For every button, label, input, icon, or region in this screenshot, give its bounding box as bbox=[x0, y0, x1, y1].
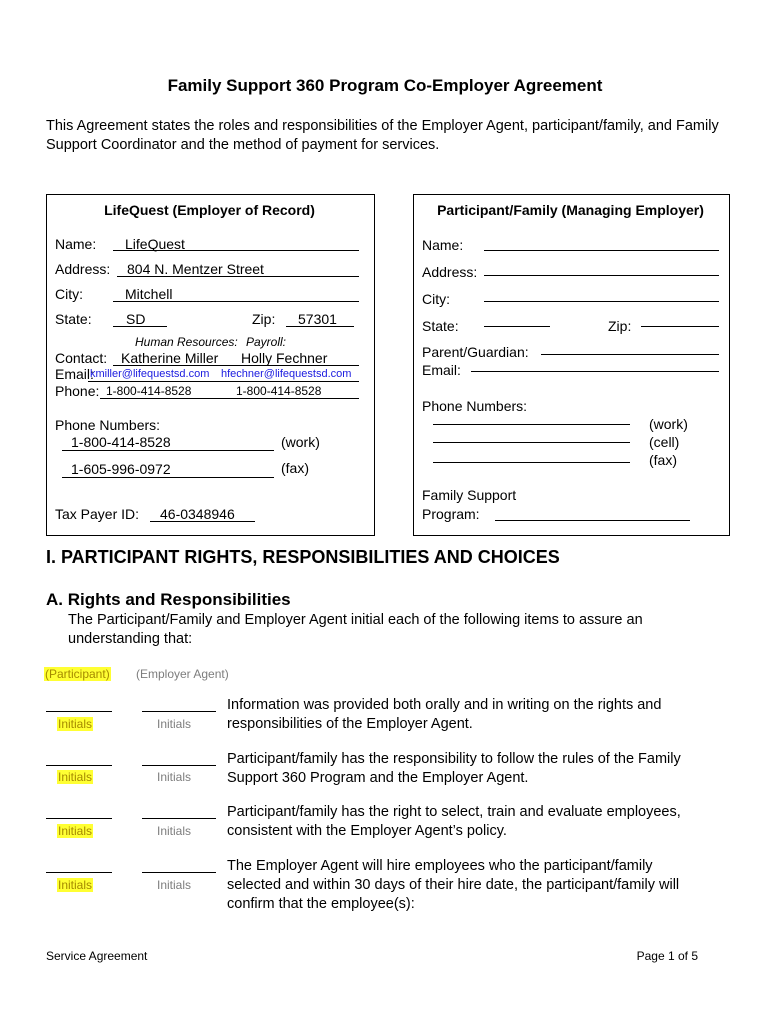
taxpayer-value: 46-0348946 bbox=[160, 506, 235, 522]
item3-text: Participant/family has the right to select, train and evaluate employees, consistent with the Employer Agent’s policy. bbox=[227, 804, 681, 839]
employer-state-label: State: bbox=[55, 311, 92, 327]
participant-column-label: (Participant) bbox=[45, 667, 110, 681]
email-line bbox=[88, 381, 359, 382]
contact-payroll-value: Holly Fechner bbox=[241, 350, 328, 366]
participant-city-label: City: bbox=[422, 291, 450, 307]
guardian-line[interactable] bbox=[541, 354, 719, 355]
phone-label: Phone: bbox=[55, 383, 100, 399]
program-line[interactable] bbox=[495, 520, 690, 521]
participant-phone-work-line[interactable] bbox=[433, 424, 630, 425]
contact-hr-value: Katherine Miller bbox=[121, 350, 219, 366]
item2-text: Participant/family has the responsibility to follow the rules of the Family Support 360 Program and the Employer Agent. bbox=[227, 751, 681, 786]
item4-participant-initials: Initials bbox=[58, 878, 93, 892]
email-hr-value[interactable]: kmiller@lifequestsd.com bbox=[90, 368, 210, 380]
employer-zip-line bbox=[286, 326, 354, 327]
employer-phone-work: 1-800-414-8528 bbox=[71, 434, 171, 450]
item1-participant-initials: Initials bbox=[58, 717, 93, 731]
employer-box-heading: LifeQuest (Employer of Record) bbox=[104, 202, 315, 218]
item1-participant-initial-line[interactable] bbox=[46, 711, 112, 712]
phone-payroll-value: 1-800-414-8528 bbox=[236, 384, 322, 398]
phone-hr-value: 1-800-414-8528 bbox=[106, 384, 192, 398]
employer-name-label: Name: bbox=[55, 236, 97, 252]
footer-page-number: Page 1 of 5 bbox=[636, 949, 698, 963]
participant-name-line[interactable] bbox=[484, 250, 719, 251]
program-label-line1: Family Support bbox=[422, 487, 517, 503]
participant-state-label: State: bbox=[422, 318, 459, 334]
document-title: Family Support 360 Program Co-Employer Agreement bbox=[167, 76, 603, 95]
item4-agent-initials: Initials bbox=[157, 878, 192, 892]
hr-column-label: Human Resources: bbox=[135, 335, 238, 349]
employer-name-line bbox=[113, 250, 359, 251]
item4-agent-initial-line[interactable] bbox=[142, 872, 216, 873]
guardian-label: Parent/Guardian: bbox=[422, 344, 529, 360]
subsection-intro: The Participant/Family and Employer Agent initial each of the following items to assure an understanding that: bbox=[68, 612, 643, 647]
participant-phone-numbers-label: Phone Numbers: bbox=[422, 398, 528, 414]
participant-fax-label: (fax) bbox=[649, 452, 677, 468]
participant-address-line[interactable] bbox=[484, 275, 719, 276]
taxpayer-label: Tax Payer ID: bbox=[55, 506, 140, 522]
participant-address-label: Address: bbox=[422, 264, 478, 280]
employer-zip-value: 57301 bbox=[298, 311, 337, 327]
employer-address-line bbox=[117, 276, 359, 277]
item3-agent-initials: Initials bbox=[157, 824, 192, 838]
employer-fax-label: (fax) bbox=[281, 460, 309, 476]
employer-address-label: Address: bbox=[55, 261, 111, 277]
employer-phone-fax: 1-605-996-0972 bbox=[71, 461, 171, 477]
employer-city-label: City: bbox=[55, 286, 83, 302]
employer-name-value: LifeQuest bbox=[125, 236, 185, 252]
participant-email-label: Email: bbox=[422, 362, 461, 378]
subsection-heading: A. Rights and Responsibilities bbox=[46, 590, 291, 609]
footer-left: Service Agreement bbox=[46, 949, 148, 963]
participant-city-line[interactable] bbox=[484, 301, 719, 302]
intro-paragraph: This Agreement states the roles and responsibilities of the Employer Agent, participant/family, and Family Support Coordinator and the method of payment for services. bbox=[46, 118, 719, 153]
item4-participant-initial-line[interactable] bbox=[46, 872, 112, 873]
participant-cell-label: (cell) bbox=[649, 434, 680, 450]
email-label: Email: bbox=[55, 366, 94, 382]
participant-phone-cell-line[interactable] bbox=[433, 442, 630, 443]
participant-zip-line[interactable] bbox=[641, 326, 719, 327]
section-heading: I. PARTICIPANT RIGHTS, RESPONSIBILITIES AND CHOICES bbox=[46, 547, 560, 567]
participant-work-label: (work) bbox=[649, 416, 688, 432]
contact-label: Contact: bbox=[55, 350, 108, 366]
employer-state-value: SD bbox=[126, 311, 146, 327]
program-label-line2: Program: bbox=[422, 506, 480, 522]
item4-text: The Employer Agent will hire employees who the participant/family selected and within 30 days of their hire date, the participant/family will confirm that the employee(s): bbox=[227, 858, 680, 912]
item2-participant-initials: Initials bbox=[58, 770, 93, 784]
item2-participant-initial-line[interactable] bbox=[46, 765, 112, 766]
item3-participant-initials: Initials bbox=[58, 824, 93, 838]
payroll-column-label: Payroll: bbox=[246, 335, 287, 349]
employer-address-value: 804 N. Mentzer Street bbox=[127, 261, 264, 277]
item2-agent-initials: Initials bbox=[157, 770, 192, 784]
employer-phone-fax-line bbox=[62, 477, 274, 478]
item1-text: Information was provided both orally and in writing on the rights and responsibilities of the Employer Agent. bbox=[227, 697, 662, 732]
employer-phone-numbers-label: Phone Numbers: bbox=[55, 417, 161, 433]
managing-employer-heading: Participant/Family (Managing Employer) bbox=[437, 202, 704, 218]
employer-zip-label: Zip: bbox=[252, 311, 276, 327]
participant-name-label: Name: bbox=[422, 237, 464, 253]
taxpayer-line bbox=[150, 521, 255, 522]
employer-state-line bbox=[113, 326, 167, 327]
employer-city-value: Mitchell bbox=[125, 286, 173, 302]
employer-work-label: (work) bbox=[281, 434, 320, 450]
contact-line bbox=[113, 365, 359, 366]
item1-agent-initial-line[interactable] bbox=[142, 711, 216, 712]
employer-agent-column-label: (Employer Agent) bbox=[136, 667, 229, 681]
participant-email-line[interactable] bbox=[471, 371, 719, 372]
employer-phone-work-line bbox=[62, 450, 274, 451]
participant-zip-label: Zip: bbox=[608, 318, 632, 334]
item3-agent-initial-line[interactable] bbox=[142, 818, 216, 819]
item1-agent-initials: Initials bbox=[157, 717, 192, 731]
participant-state-line[interactable] bbox=[484, 326, 550, 327]
item2-agent-initial-line[interactable] bbox=[142, 765, 216, 766]
phone-line bbox=[100, 398, 359, 399]
email-payroll-value[interactable]: hfechner@lifequestsd.com bbox=[221, 368, 352, 380]
participant-phone-fax-line[interactable] bbox=[433, 462, 630, 463]
employer-city-line bbox=[113, 301, 359, 302]
item3-participant-initial-line[interactable] bbox=[46, 818, 112, 819]
